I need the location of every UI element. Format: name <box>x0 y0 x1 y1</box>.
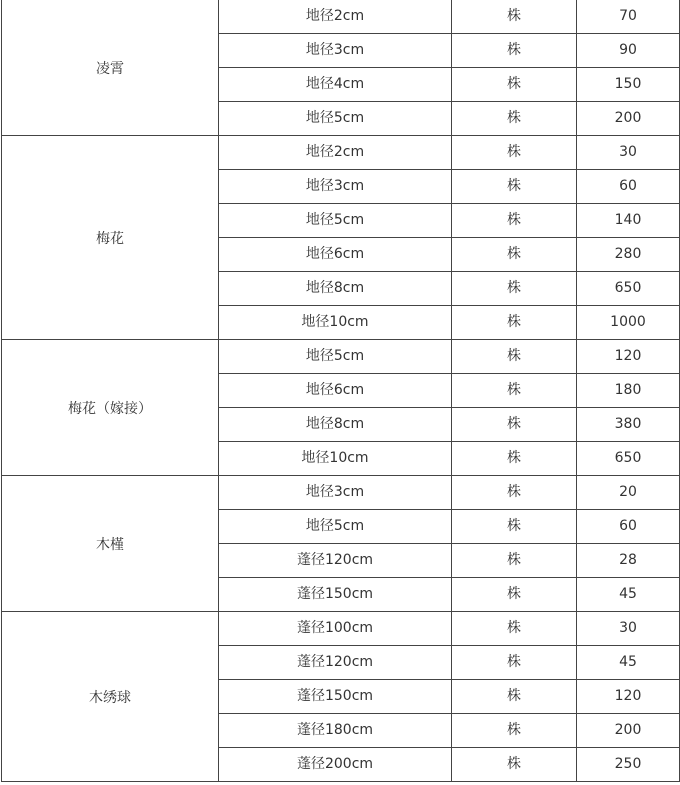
unit-cell: 株 <box>452 102 577 136</box>
price-table <box>1 0 680 782</box>
price-cell: 280 <box>577 238 680 272</box>
price-cell: 140 <box>577 204 680 238</box>
spec-cell: 地径5cm <box>219 510 452 544</box>
plant-name-cell: 梅花（嫁接） <box>2 340 219 476</box>
unit-cell: 株 <box>452 680 577 714</box>
unit-cell: 株 <box>452 272 577 306</box>
unit-cell: 株 <box>452 204 577 238</box>
spec-cell: 地径6cm <box>219 374 452 408</box>
unit-cell: 株 <box>452 68 577 102</box>
price-cell: 60 <box>577 510 680 544</box>
price-cell: 1000 <box>577 306 680 340</box>
price-cell: 20 <box>577 476 680 510</box>
spec-cell: 地径5cm <box>219 102 452 136</box>
price-cell: 120 <box>577 340 680 374</box>
unit-cell: 株 <box>452 0 577 34</box>
unit-cell: 株 <box>452 646 577 680</box>
price-cell: 650 <box>577 442 680 476</box>
spec-cell: 蓬径120cm <box>219 544 452 578</box>
spec-cell: 地径5cm <box>219 204 452 238</box>
price-cell: 60 <box>577 170 680 204</box>
table-row <box>2 136 680 170</box>
table-row <box>2 340 680 374</box>
price-cell: 30 <box>577 136 680 170</box>
unit-cell: 株 <box>452 340 577 374</box>
spec-cell: 蓬径100cm <box>219 612 452 646</box>
price-cell: 30 <box>577 612 680 646</box>
spec-cell: 地径10cm <box>219 306 452 340</box>
spec-cell: 蓬径180cm <box>219 714 452 748</box>
price-cell: 120 <box>577 680 680 714</box>
unit-cell: 株 <box>452 238 577 272</box>
spec-cell: 地径5cm <box>219 340 452 374</box>
unit-cell: 株 <box>452 476 577 510</box>
spec-cell: 地径4cm <box>219 68 452 102</box>
table-row <box>2 0 680 34</box>
table-row <box>2 612 680 646</box>
spec-cell: 地径3cm <box>219 476 452 510</box>
unit-cell: 株 <box>452 34 577 68</box>
spec-cell: 地径8cm <box>219 272 452 306</box>
price-cell: 70 <box>577 0 680 34</box>
spec-cell: 地径6cm <box>219 238 452 272</box>
price-cell: 200 <box>577 714 680 748</box>
plant-name-cell: 梅花 <box>2 136 219 340</box>
price-cell: 150 <box>577 68 680 102</box>
unit-cell: 株 <box>452 442 577 476</box>
price-table-body <box>2 0 680 782</box>
price-cell: 180 <box>577 374 680 408</box>
spec-cell: 地径3cm <box>219 170 452 204</box>
price-cell: 28 <box>577 544 680 578</box>
unit-cell: 株 <box>452 170 577 204</box>
price-cell: 650 <box>577 272 680 306</box>
spec-cell: 蓬径120cm <box>219 646 452 680</box>
price-cell: 380 <box>577 408 680 442</box>
unit-cell: 株 <box>452 510 577 544</box>
spec-cell: 蓬径200cm <box>219 748 452 782</box>
unit-cell: 株 <box>452 714 577 748</box>
spec-cell: 地径3cm <box>219 34 452 68</box>
price-cell: 200 <box>577 102 680 136</box>
price-cell: 45 <box>577 578 680 612</box>
plant-name-cell: 木槿 <box>2 476 219 612</box>
plant-name-cell: 凌霄 <box>2 0 219 136</box>
unit-cell: 株 <box>452 544 577 578</box>
price-cell: 45 <box>577 646 680 680</box>
spec-cell: 地径2cm <box>219 0 452 34</box>
spec-cell: 蓬径150cm <box>219 578 452 612</box>
unit-cell: 株 <box>452 306 577 340</box>
table-row <box>2 476 680 510</box>
price-cell: 90 <box>577 34 680 68</box>
spec-cell: 地径8cm <box>219 408 452 442</box>
unit-cell: 株 <box>452 374 577 408</box>
unit-cell: 株 <box>452 748 577 782</box>
unit-cell: 株 <box>452 408 577 442</box>
spec-cell: 蓬径150cm <box>219 680 452 714</box>
spec-cell: 地径10cm <box>219 442 452 476</box>
price-cell: 250 <box>577 748 680 782</box>
spec-cell: 地径2cm <box>219 136 452 170</box>
plant-name-cell: 木绣球 <box>2 612 219 782</box>
unit-cell: 株 <box>452 612 577 646</box>
unit-cell: 株 <box>452 578 577 612</box>
unit-cell: 株 <box>452 136 577 170</box>
